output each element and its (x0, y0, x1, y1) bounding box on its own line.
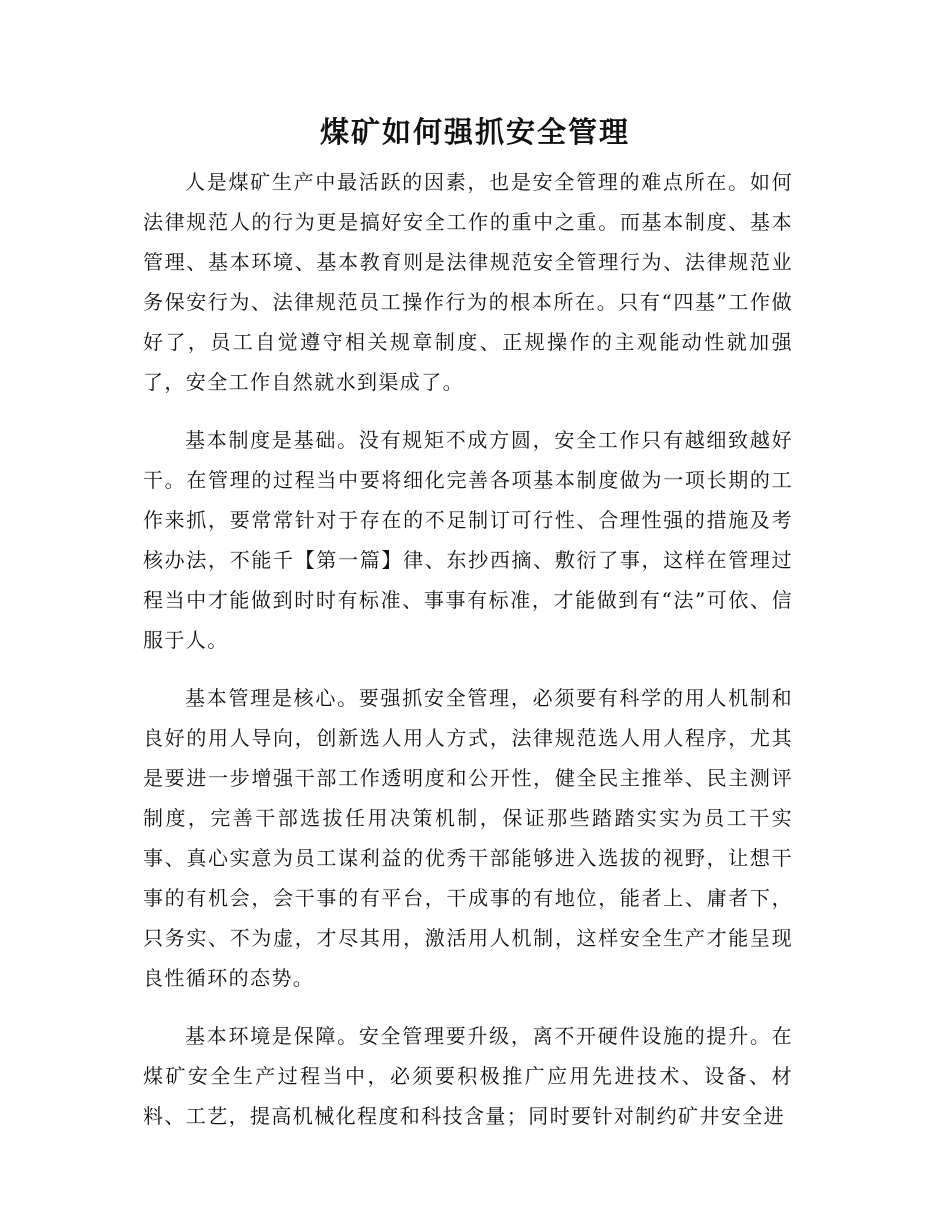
paragraph-basic-system: 基本制度是基础。没有规矩不成方圆，安全工作只有越细致越好干。在管理的过程当中要将细化完善各项基本制度做为一项长期的工作来抓，要常常针对于存在的不足制订可行性、合理性强的措施及考核办法，不能千【第一篇】律、东抄西摘、敷衍了事，这样在管理过程当中才能做到时时有标准、事事有标准，才能做到有“法”可依、信服于人。 (143, 428, 793, 652)
paragraph-basic-management: 基本管理是核心。要强抓安全管理，必须要有科学的用人机制和良好的用人导向，创新选人用人方式，法律规范选人用人程序，尤其是要进一步增强干部工作透明度和公开性，健全民主推举、民主测评制度，完善干部选拔任用决策机制，保证那些踏踏实实为员工干实事、真心实意为员工谋利益的优秀干部能够进入选拔的视野，让想干事的有机会，会干事的有平台，干成事的有地位，能者上、庸者下，只务实、不为虚，才尽其用，激活用人机制，这样安全生产才能呈现良性循环的态势。 (143, 686, 793, 990)
document-title: 煤矿如何强抓安全管理 (319, 115, 630, 149)
paragraph-intro: 人是煤矿生产中最活跃的因素，也是安全管理的难点所在。如何法律规范人的行为更是搞好安全工作的重中之重。而基本制度、基本管理、基本环境、基本教育则是法律规范安全管理行为、法律规范业务保安行为、法律规范员工操作行为的根本所在。只有“四基”工作做好了，员工自觉遵守相关规章制度、正规操作的主观能动性就加强了，安全工作自然就水到渠成了。 (143, 170, 793, 394)
paragraph-basic-environment: 基本环境是保障。安全管理要升级，离不开硬件设施的提升。在煤矿安全生产过程当中，必须要积极推广应用先进技术、设备、材料、工艺，提高机械化程度和科技含量；同时要针对制约矿井安全进 (143, 1024, 793, 1128)
document-body (143, 162, 793, 1154)
